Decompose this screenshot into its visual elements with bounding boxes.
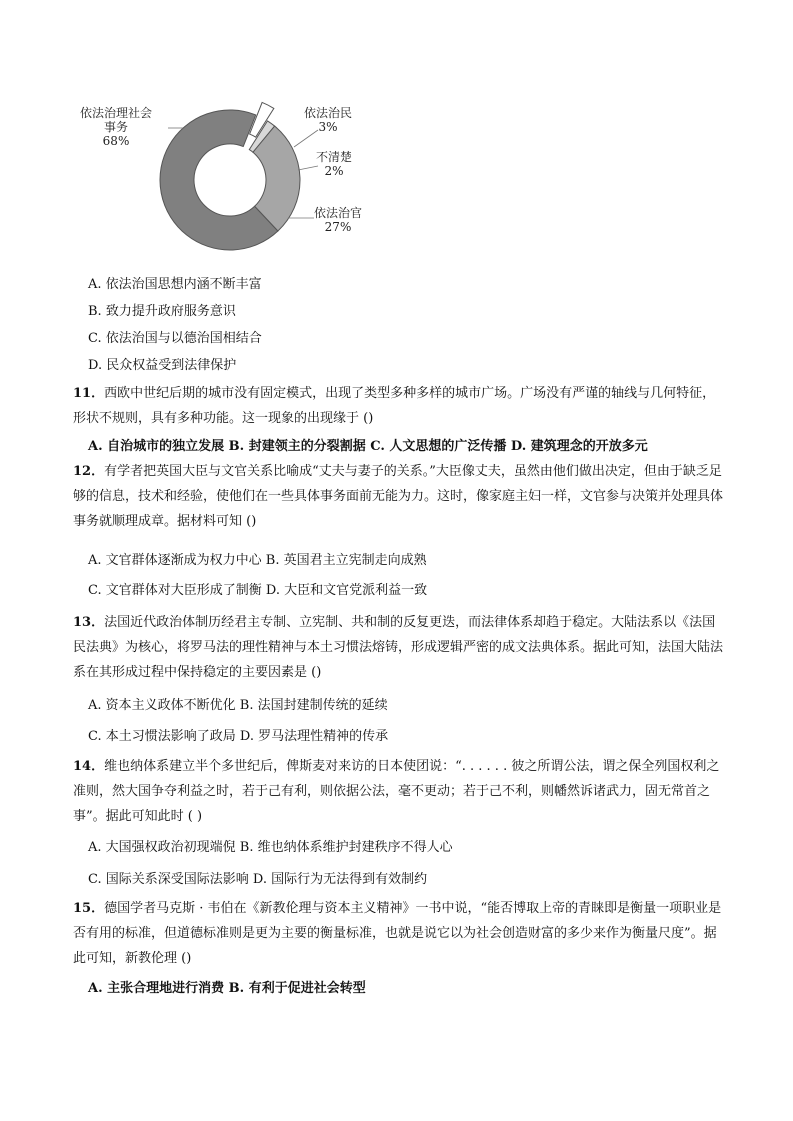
question-15 (73, 896, 723, 971)
q14-stem: 维也纳体系建立半个多世纪后，俾斯麦对来访的日本使团说：“. . . . . . 彼之所谓公法，谓之保全列国权利之准则，然大国争夺利益之时，若于己有利，则依据公法，毫不更动；若于己不利，则幡然诉诸武力，固无常首之事”。据此可知此时 ( ) (73, 759, 720, 824)
question-13 (73, 610, 723, 685)
q10-option-a: A. 依法治国思想内涵不断丰富 (88, 277, 262, 292)
q14-options-1: A. 大国强权政治初现端倪 B. 维也纳体系维护封建秩序不得人心 (88, 840, 453, 855)
q11-stem: 西欧中世纪后期的城市没有固定模式，出现了类型多种多样的城市广场。广场没有严谨的轴线与几何特征，形状不规则，具有多种功能。这一现象的出现缘于 () (73, 386, 716, 426)
q12-number: 12． (73, 464, 105, 479)
q13-stem: 法国近代政治体制历经君主专制、立宪制、共和制的反复更迭，而法律体系却趋于稳定。大陆法系以《法国民法典》为核心，将罗马法的理性精神与本土习惯法熔铸，形成逻辑严密的成文法典体系。据此可知，法国大陆法系在其形成过程中保持稳定的主要因素是 () (73, 615, 724, 680)
q10-option-b: B. 致力提升政府服务意识 (88, 304, 236, 319)
q14-number: 14． (73, 759, 105, 774)
label-govern-people: 依法治民 3% (304, 106, 353, 134)
question-11 (73, 381, 723, 431)
q15-stem: 德国学者马克斯 · 韦伯在《新教伦理与资本主义精神》一书中说，“能否博取上帝的青睐即是衡量一项职业是否有用的标准，但道德标准则是更为主要的衡量标准，也就是说它以为社会创造财富的多少来作为衡量尺度”。据此可知，新教伦理 () (73, 901, 722, 966)
question-14 (73, 754, 723, 829)
q13-options-2: C. 本土习惯法影响了政局 D. 罗马法理性精神的传承 (88, 729, 389, 744)
q12-options-2: C. 文官群体对大臣形成了制衡 D. 大臣和文官党派利益一致 (88, 583, 428, 598)
q13-number: 13． (73, 615, 105, 630)
label-unclear: 不清楚 2% (316, 150, 353, 178)
q15-options-1: A. 主张合理地进行消费 B. 有利于促进社会转型 (88, 981, 366, 996)
q11-number: 11． (73, 386, 105, 401)
slice-social-affairs (160, 110, 278, 250)
leader-line (298, 166, 318, 170)
label-govern-officials: 依法治官 27% (314, 206, 363, 234)
label-social-affairs: 依法治理社会 事务 68% (80, 106, 153, 148)
q12-options-1: A. 文官群体逐渐成为权力中心 B. 英国君主立宪制走向成熟 (88, 553, 427, 568)
q10-option-c: C. 依法治国与以德治国相结合 (88, 331, 262, 346)
q13-options-1: A. 资本主义政体不断优化 B. 法国封建制传统的延续 (88, 698, 388, 713)
q10-option-d: D. 民众权益受到法律保护 (88, 358, 237, 373)
donut-chart (80, 100, 380, 260)
q12-stem: 有学者把英国大臣与文官关系比喻成“丈夫与妻子的关系。”大臣像丈夫，虽然由他们做出决定，但由于缺乏足够的信息，技术和经验，使他们在一些具体事务面前无能为力。这时，像家庭主妇一样，文官参与决策并处理具体事务就顺理成章。据材料可知 () (73, 464, 724, 529)
q14-options-2: C. 国际关系深受国际法影响 D. 国际行为无法得到有效制约 (88, 872, 428, 887)
q11-options: A. 自治城市的独立发展 B. 封建领主的分裂割据 C. 人文思想的广泛传播 D. 建筑理念的开放多元 (88, 439, 648, 454)
q15-number: 15． (73, 901, 105, 916)
question-12 (73, 459, 723, 534)
